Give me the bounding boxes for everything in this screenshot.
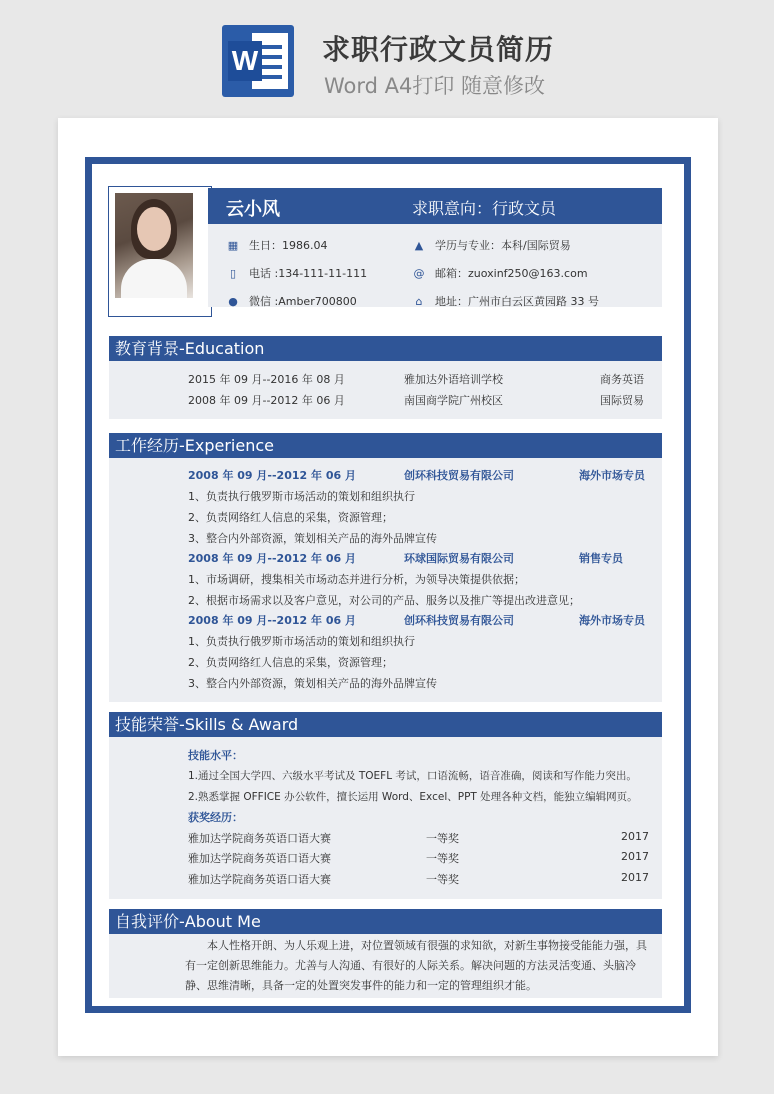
list-item: 2、负责网络红人信息的采集，资源管理；	[188, 511, 393, 524]
education-title: 教育背景-Education	[109, 336, 662, 361]
chat-icon: ●	[228, 294, 238, 308]
phone-text: 电话 :134-111-11-111	[249, 267, 368, 280]
job-header: 2008 年 09 月--2012 年 06 月 环球国际贸易有限公司 销售专员	[188, 552, 623, 565]
word-logo	[222, 25, 294, 97]
address-text: 地址：广州市白云区黄园路 33 号	[435, 295, 599, 308]
education-item	[412, 237, 571, 253]
profile-photo	[115, 193, 193, 298]
experience-title: 工作经历-Experience	[109, 433, 662, 458]
list-item: 3、整合内外部资源，策划相关产品的海外品牌宣传	[188, 532, 437, 545]
list-item: 2015 年 09 月--2016 年 08 月 雅加达外语培训学校 商务英语	[188, 373, 644, 386]
candidate-name: 云小风	[226, 199, 280, 220]
page-subtitle: Word A4打印 随意修改	[324, 74, 546, 98]
wechat-text: 微信 :Amber700800	[249, 295, 357, 308]
email-item	[412, 265, 588, 281]
name-bar	[208, 188, 662, 224]
resume-paper	[58, 118, 718, 1056]
list-item: 2.熟悉掌握 OFFICE 办公软件，擅长运用 Word、Excel、PPT 处理各种文档，能独立编辑网页。	[188, 791, 638, 803]
graduation-cap-icon: ▲	[414, 238, 424, 252]
home-icon: ⌂	[415, 294, 423, 308]
page-title: 求职行政文员简历	[322, 33, 555, 66]
award-heading: 获奖经历：	[188, 811, 243, 824]
list-item: 雅加达学院商务英语口语大赛 一等奖 2017	[188, 830, 649, 845]
resume-frame	[85, 157, 691, 1013]
email-text: 邮箱：zuoxinf250@163.com	[435, 267, 588, 280]
list-item: 1、负责执行俄罗斯市场活动的策划和组织执行	[188, 635, 415, 648]
skills-title: 技能荣誉-Skills & Award	[109, 712, 662, 737]
birth-text: 生日：1986.04	[249, 239, 328, 252]
list-item: 1、负责执行俄罗斯市场活动的策划和组织执行	[188, 490, 415, 503]
about-section	[109, 934, 662, 998]
wechat-item	[226, 293, 357, 309]
list-item: 2、根据市场需求以及客户意见，对公司的产品、服务以及推广等提出改进意见；	[188, 594, 580, 607]
birth-item	[226, 237, 328, 253]
phone-item	[226, 265, 367, 281]
list-item: 雅加达学院商务英语口语大赛 一等奖 2017	[188, 871, 649, 886]
list-item: 2008 年 09 月--2012 年 06 月 南国商学院广州校区 国际贸易	[188, 394, 644, 407]
contact-info	[208, 224, 662, 307]
list-item: 雅加达学院商务英语口语大赛 一等奖 2017	[188, 850, 649, 865]
skills-section	[109, 737, 662, 899]
word-letter: W	[228, 41, 262, 81]
job-header: 2008 年 09 月--2012 年 06 月 创环科技贸易有限公司 海外市场专员	[188, 614, 645, 627]
list-item: 3、整合内外部资源，策划相关产品的海外品牌宣传	[188, 677, 437, 690]
list-item: 2、负责网络红人信息的采集，资源管理；	[188, 656, 393, 669]
calendar-icon: ▦	[227, 238, 239, 252]
address-item	[412, 293, 599, 309]
education-text: 学历与专业：本科/国际贸易	[435, 239, 571, 252]
at-icon: @	[413, 266, 425, 280]
job-header: 2008 年 09 月--2012 年 06 月 创环科技贸易有限公司 海外市场专员	[188, 469, 645, 482]
experience-section	[109, 458, 662, 702]
list-item: 1.通过全国大学四、六级水平考试及 TOEFL 考试，口语流畅，语音准确，阅读和写作能力突出。	[188, 770, 637, 782]
job-objective: 求职意向：行政文员	[412, 199, 557, 218]
phone-icon: ▯	[229, 266, 237, 280]
skill-heading: 技能水平：	[188, 749, 243, 762]
avatar	[108, 186, 212, 317]
list-item: 1、市场调研，搜集相关市场动态并进行分析，为领导决策提供依据；	[188, 573, 525, 586]
education-section	[109, 361, 662, 419]
about-text: 本人性格开朗、为人乐观上进，对位置领域有很强的求知欲，对新生事物接受能能力强，具有一定创新思维能力。尤善与人沟通、有很好的人际关系。解决问题的方法灵活变通、头脑冷静、思维清晰，具备一定的处置突发事件的能力和一定的管理组织才能。	[185, 939, 647, 992]
about-title: 自我评价-About Me	[109, 909, 662, 934]
